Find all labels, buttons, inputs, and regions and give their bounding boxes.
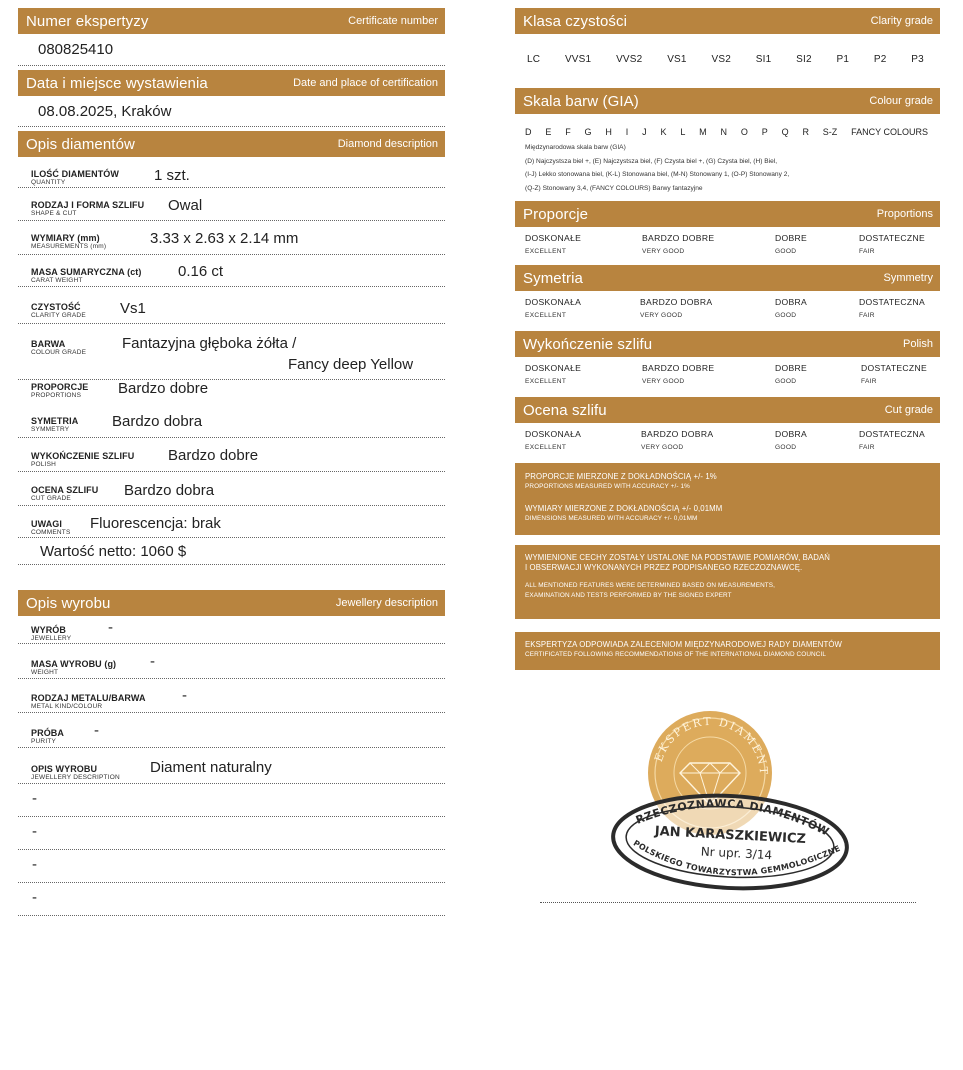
quantity-field: ILOŚĆ DIAMENTÓW QUANTITY 1 szt. [18,161,445,188]
jewellery-description-header [18,590,445,616]
shape-cut-value: Owal [168,197,203,214]
right-column [515,8,940,670]
council-notice: EKSPERTYZA ODPOWIADA ZALECENIOM MIĘDZYNARODOWEJ RADY DIAMENTÓW CERTIFICATED FOLLOWING RECOMMENDATIONS OF THE INTERNATIONAL DIAMOND COUNCIL [515,632,940,670]
symmetry-header: Symetria Symmetry [515,265,940,291]
certificate-number-value: 080825410 [18,34,445,66]
carat-weight-field: MASA SUMARYCZNA (ct) CARAT WEIGHT 0.16 ct [18,255,445,287]
certificate-number-title: Numer ekspertyzy [26,12,149,30]
extra-line-4: - [18,883,445,916]
jewellery-desc-field: OPIS WYROBU JEWELLERY DESCRIPTION Diament naturalny [18,748,445,784]
polish-value: Bardzo dobre [168,447,259,464]
diamond-description-subtitle: Diamond description [337,138,438,150]
svg-text:Nr upr. 3/14: Nr upr. 3/14 [700,844,773,863]
cut-grades: DOSKONAŁA BARDZO DOBRA DOBRA DOSTATECZNA EXCELLENT VERY GOOD GOOD FAIR [525,429,926,451]
diamond-description-header [18,131,445,157]
measurements-field: WYMIARY (mm) MEASUREMENTS (mm) 3.33 x 2.63 x 2.14 mm [18,221,445,255]
shape-cut-field: RODZAJ I FORMA SZLIFU SHAPE & CUT Owal [18,188,445,221]
clarity-p1: P1 [836,53,850,65]
purity-field: PRÓBA PURITY - [18,713,445,748]
clarity-value: Vs1 [120,300,146,317]
clarity-vs1: VS1 [667,53,687,65]
jewellery-description-subtitle: Jewellery description [335,597,438,609]
cut-grade-header: Ocena szlifu Cut grade [515,397,940,423]
left-column [18,8,445,916]
seal-area [515,705,940,910]
proportions-value: Bardzo dobre [118,380,209,397]
clarity-vs2: VS2 [711,53,731,65]
clarity-scale [515,34,940,84]
jewellery-desc-value: Diament naturalny [150,759,272,776]
comments-value: Fluorescencja: brak [90,515,221,532]
date-place-title: Data i miejsce wystawienia [26,74,208,92]
clarity-p3: P3 [911,53,924,65]
polish-field: WYKOŃCZENIE SZLIFU POLISH Bardzo dobre [18,438,445,472]
proportions-field: PROPORCJE PROPORTIONS Bardzo dobre [31,380,209,399]
clarity-p2: P2 [873,53,887,65]
clarity-field: CZYSTOŚĆ CLARITY GRADE Vs1 [18,287,445,324]
clarity-lc: LC [527,53,541,65]
quantity-value: 1 szt. [154,167,190,184]
expert-seal-stamp [515,705,940,910]
diamond-description-title: Opis diamentów [26,135,135,153]
jewellery-fields [18,616,445,916]
clarity-si2: SI2 [796,53,812,65]
features-notice: WYMIENIONE CECHY ZOSTAŁY USTALONE NA PODSTAWIE POMIARÓW, BADAŃ I OBSERWACJI WYKONANYCH PRZEZ PODPISANEGO RZECZOZNAWCĘ. ALL MENTIONED FEATURES WERE DETERMINED BASED ON MEASUREMENTS, EXAMINATION AND TESTS PERFORMED BY THE SIGNED EXPERT [515,545,940,619]
polish-header: Wykończenie szlifu Polish [515,331,940,357]
clarity-grade-header: Klasa czystości Clarity grade [515,8,940,34]
jewellery-description-title: Opis wyrobu [26,594,111,612]
proportions-header: Proporcje Proportions [515,201,940,227]
signature-line [540,902,916,903]
certificate-number-header [18,8,445,34]
colour-value-en: Fancy deep Yellow [288,356,414,373]
colour-notes: Międzynarodowa skala barw (GIA) (D) Najczystsza biel +, (E) Najczystsza biel, (F) Czysta biel +, (G) Czysta biel, (H) Biel, (I-J) Lekko stonowana biel, (K-L) Stonowana biel, (M-N) Stonowany 1, (O-P) Stonowany 2, (Q-Z) Stonowany 3,4, (FANCY COLOURS) Barwy fantazyjne [525,144,790,192]
proportions-grades: DOSKONAŁE BARDZO DOBRE DOBRE DOSTATECZNE EXCELLENT VERY GOOD GOOD FAIR [525,233,926,255]
certificate-number-subtitle: Certificate number [348,15,438,27]
svg-text:EKSPERT DIAMENTÓW: EKSPERT DIAMENT [651,714,771,777]
clarity-si1: SI1 [755,53,772,65]
jewellery-weight-field: MASA WYROBU (g) WEIGHT - [18,644,445,679]
accuracy-notice: PROPORCJE MIERZONE Z DOKŁADNOŚCIĄ +/- 1% PROPORTIONS MEASURED WITH ACCURACY +/- 1% WYMIARY MIERZONE Z DOKŁADNOŚCIĄ +/- 0,01MM DIMENSIONS MEASURED WITH ACCURACY +/- 0,01MM [515,463,940,535]
comments-field: UWAGI COMMENTS Fluorescencja: brak [18,506,445,538]
cut-grade-field: OCENA SZLIFU CUT GRADE Bardzo dobra [18,472,445,506]
symmetry-value: Bardzo dobra [112,413,203,430]
extra-line-1: - [18,784,445,817]
svg-text:POLSKIEGO TOWARZYSTWA GEMMOLOG: POLSKIEGO TOWARZYSTWA GEMMOLOGICZNEGO [631,838,842,878]
extra-line-2: - [18,817,445,850]
measurements-value: 3.33 x 2.63 x 2.14 mm [150,230,299,247]
diamond-fields [18,157,445,565]
net-value-field [18,538,445,565]
symmetry-grades: DOSKONAŁA BARDZO DOBRA DOBRA DOSTATECZNA EXCELLENT VERY GOOD GOOD FAIR [525,297,926,319]
colour-scale: D E F G H I J K L M N O P Q R S-Z FANCY COLOURS [525,127,928,137]
symmetry-field: SYMETRIA SYMMETRY Bardzo dobra [18,403,445,438]
clarity-vvs1: VVS1 [564,53,592,65]
date-place-subtitle: Date and place of certification [293,77,438,89]
clarity-vvs2: VVS2 [616,53,643,65]
extra-line-3: - [18,850,445,883]
svg-text:RZECZOZNAWCA DIAMENTÓW: RZECZOZNAWCA DIAMENTÓW [633,797,832,839]
cut-grade-value: Bardzo dobra [124,482,215,499]
metal-kind-field: RODZAJ METALU/BARWA METAL KIND/COLOUR - [18,679,445,713]
date-place-value: 08.08.2025, Kraków [18,96,445,127]
svg-text:JAN KARASZKIEWICZ: JAN KARASZKIEWICZ [654,824,807,847]
net-value: Wartość netto: 1060 $ [40,543,187,560]
jewellery-field: WYRÓB JEWELLERY - [18,616,445,644]
colour-value: Fantazyjna głęboka żółta / [122,335,297,352]
carat-weight-value: 0.16 ct [178,263,224,280]
colour-field: BARWA COLOUR GRADE Fantazyjna głęboka żółta / Fancy deep Yellow [18,324,445,380]
date-place-header [18,70,445,96]
colour-grade-header: Skala barw (GIA) Colour grade [515,88,940,114]
polish-grades: DOSKONAŁE BARDZO DOBRE DOBRE DOSTATECZNE EXCELLENT VERY GOOD GOOD FAIR [525,363,928,385]
